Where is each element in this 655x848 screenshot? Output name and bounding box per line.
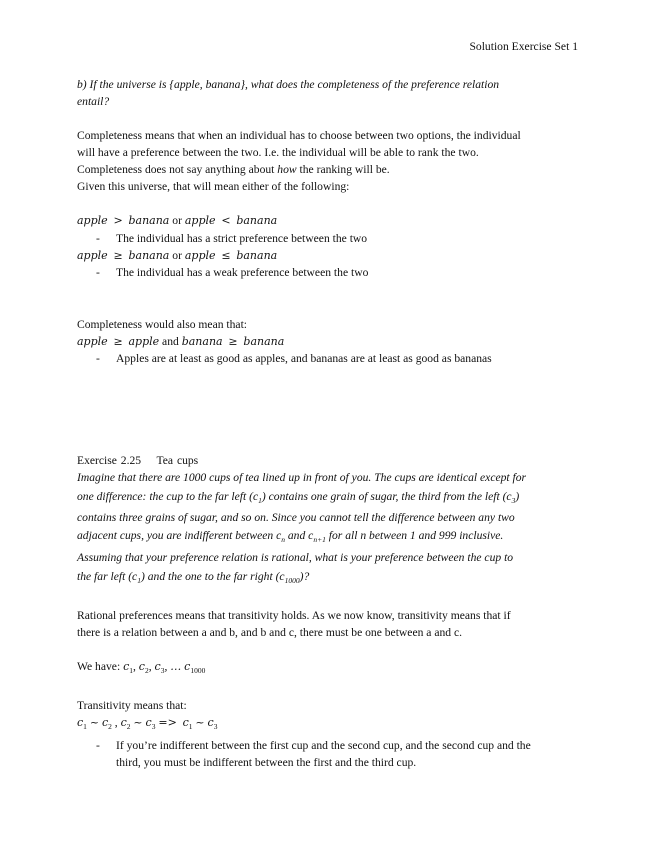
weak-preference-bullet: The individual has a weak preference between the two (116, 266, 369, 279)
exercise-text-line-4: adjacent cups, you are indifferent between $c_n$ and $c_{n+1}$ for all n between 1 and 999 inclusive. (77, 529, 504, 544)
exercise-text-line-6: the far left $(c_1)$ and the one to the far right $(c_{1000})$? (77, 570, 310, 585)
answer-para-line-1: Rational preferences means that transitivity holds. As we now know, transitivity means that if (77, 609, 511, 622)
cup-sequence: We have: $c_1$, $c_2$, $c_3$, … $c_{1000}$ (77, 660, 206, 675)
reflexive-expression: apple ≥ apple and banana ≥ banana (77, 335, 285, 348)
final-bullet-line-1: If you’re indifferent between the first cup and the second cup, and the second cup and the (116, 739, 531, 752)
answer-para-line-2: there is a relation between a and b, and b and c, there must be one between a and c. (77, 626, 463, 639)
bullet-dash: - (96, 232, 100, 245)
question-b-line-2: entail? (77, 95, 110, 108)
question-b-line-1: b) If the universe is {apple, banana}, what does the completeness of the preference relation (77, 78, 500, 91)
strict-preference-bullet: The individual has a strict preference between the two (116, 232, 368, 245)
exercise-text-line-1: Imagine that there are 1000 cups of tea lined up in front of you. The cups are identical except for (77, 471, 527, 484)
exercise-text-line-3: contains three grains of sugar, and so on. Since you cannot tell the difference between any two (77, 511, 515, 524)
transitivity-formula: $c_1$ ~ $c_2$ , $c_2$ ~ $c_3 => c_1$ ~ $c_3$ (77, 716, 218, 731)
weak-preference-expression: apple ≥ banana or apple ≤ banana (77, 249, 278, 262)
strict-preference-expression: apple > banana or apple < banana (77, 214, 278, 227)
completeness-para-line-4: Given this universe, that will mean either of the following: (77, 180, 350, 193)
exercise-text-line-2: one difference: the cup to the far left $(c_1)$ contains one grain of sugar, the third from the left $(c_3)$ (77, 490, 520, 505)
exercise-title: Exercise 2.25 Tea cups (77, 454, 199, 467)
reflexive-bullet: Apples are at least as good as apples, and bananas are at least as good as bananas (116, 352, 492, 365)
transitivity-heading: Transitivity means that: (77, 699, 187, 712)
completeness-also-line: Completeness would also mean that: (77, 318, 248, 331)
final-bullet-line-2: third, you must be indifferent between the first and the third cup. (116, 756, 417, 769)
bullet-dash: - (96, 352, 100, 365)
completeness-para-line-2: will have a preference between the two. I.e. the individual will be able to rank the two. (77, 146, 479, 159)
bullet-dash: - (96, 739, 100, 752)
bullet-dash: - (96, 266, 100, 279)
completeness-para-line-3: Completeness does not say anything about how the ranking will be. (77, 163, 390, 176)
completeness-para-line-1: Completeness means that when an individual has to choose between two options, the individual (77, 129, 521, 142)
page-header: Solution Exercise Set 1 (469, 40, 578, 53)
exercise-text-line-5: Assuming that your preference relation is rational, what is your preference between the cup to (77, 551, 514, 564)
